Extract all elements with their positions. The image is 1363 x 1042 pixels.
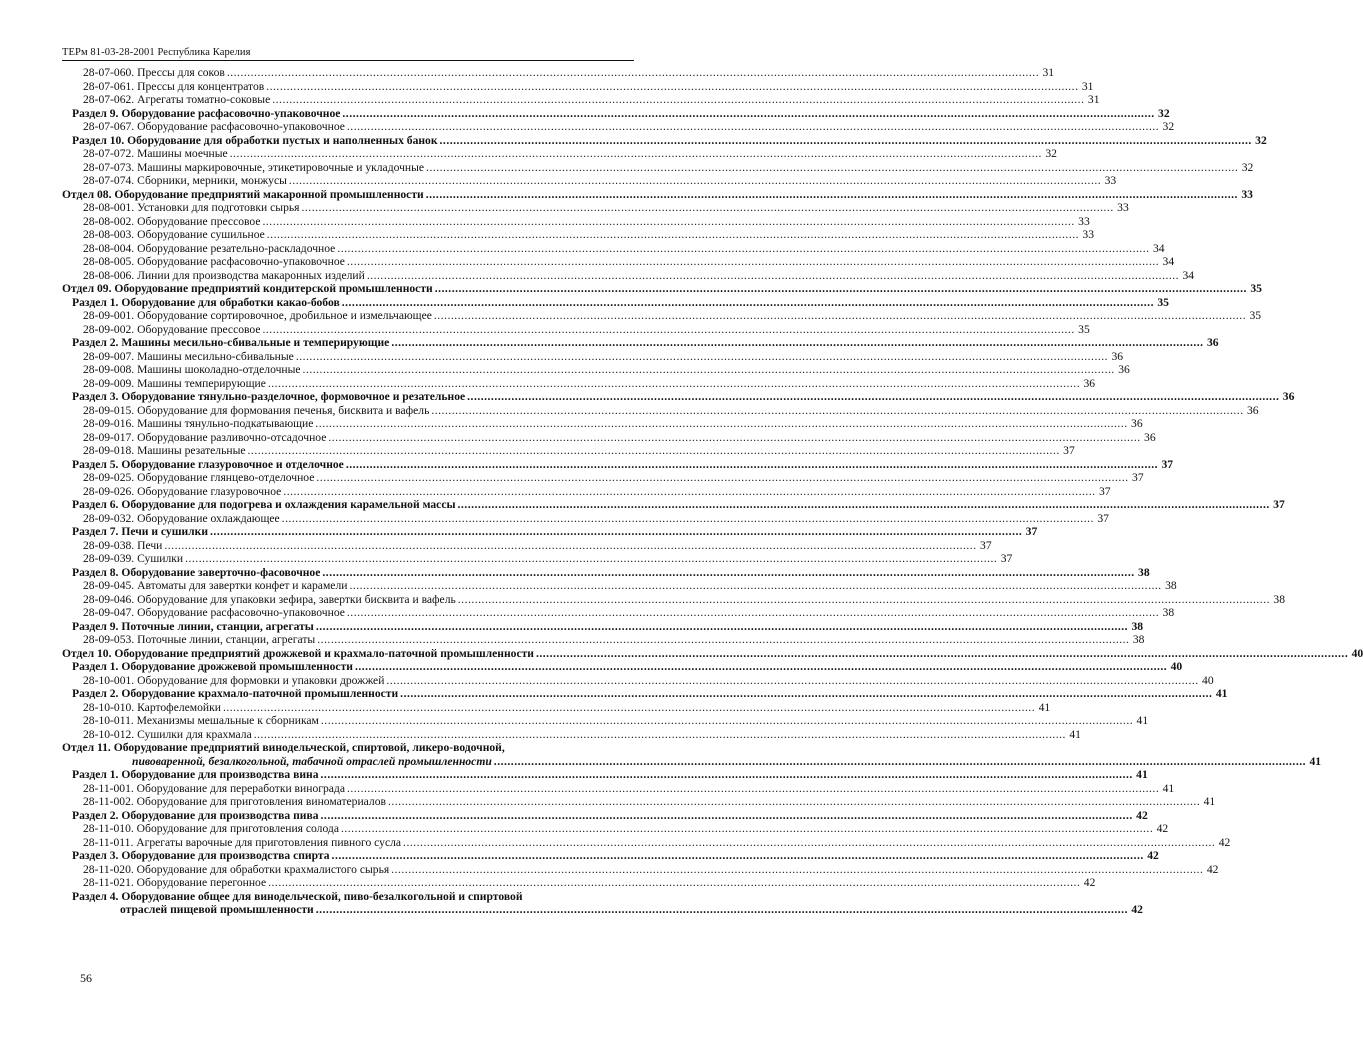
toc-entry-text: Раздел 4. Оборудование общее для винодельческой, пиво-безалкогольной и спиртовой [72, 889, 523, 903]
toc-page-number: 36 [1083, 376, 1096, 390]
toc-page-number: 37 [1025, 525, 1038, 538]
toc-item-entry [62, 376, 1096, 391]
toc-entry-text: 28-08-004. Оборудование резательно-раскладочное [83, 241, 336, 255]
toc-entry-text: Отдел 11. Оборудование предприятий винодельческой, спиртовой, ликеро-водочной, [62, 741, 505, 754]
toc-page-number: 36 [1282, 390, 1295, 403]
toc-entry-text: 28-11-001. Оборудование для переработки винограда [83, 781, 345, 795]
toc-leader-dots [467, 390, 1279, 404]
toc-entry-text: 28-11-021. Оборудование перегонное [83, 876, 267, 889]
toc-page-number: 33 [1082, 228, 1095, 241]
toc-entry-text: Раздел 2. Машины месильно-сбивальные и темперирующие [72, 336, 390, 349]
toc-page-number: 36 [1144, 430, 1156, 444]
toc-leader-dots [347, 782, 1159, 796]
toc-item-entry [62, 66, 1055, 80]
toc-section-entry [62, 133, 1267, 148]
toc-entry-text: 28-11-011. Агрегаты варочные для приготовления пивного сусла [83, 835, 402, 849]
toc-leader-dots [164, 539, 976, 553]
toc-leader-dots [403, 836, 1215, 850]
toc-page-number: 32 [1255, 133, 1267, 147]
toc-entry-text: 28-07-073. Машины маркировочные, этикетировочные и укладочные [83, 160, 425, 174]
toc-page-number: 37 [1000, 552, 1013, 565]
toc-division-entry [62, 187, 1253, 202]
toc-leader-dots [347, 120, 1159, 134]
toc-section-entry [62, 498, 1285, 512]
toc-page-number: 33 [1117, 201, 1129, 214]
toc-entry-text: 28-07-067. Оборудование расфасовочно-упаковочное [83, 120, 345, 133]
toc-entry-text: 28-09-025. Оборудование глянцево-отделочное [83, 471, 315, 484]
toc-page-number: 41 [1038, 700, 1051, 714]
toc-leader-dots [268, 876, 1080, 890]
toc-leader-dots [367, 269, 1179, 283]
toc-page-number: 40 [1170, 660, 1183, 673]
toc-entry-text: 28-09-026. Оборудование глазуровочное [83, 484, 282, 498]
toc-entry-text: Раздел 3. Оборудование тянульно-разделочное, формовочное и резательное [72, 390, 466, 403]
toc-entry-continuation [62, 903, 1143, 917]
toc-leader-dots [342, 296, 1154, 310]
toc-leader-dots [440, 134, 1252, 148]
toc-leader-dots [347, 255, 1159, 269]
toc-entry-text: 28-07-060. Прессы для соков [83, 66, 225, 79]
toc-entry-text: Раздел 8. Оборудование заверточно-фасовочное [72, 565, 321, 579]
page-number: 56 [80, 971, 92, 985]
toc-entry-text: Раздел 1. Оборудование для обработки какао-бобов [72, 295, 340, 309]
toc-page-number: 32 [1162, 120, 1175, 133]
toc-entry-text: 28-07-061. Прессы для концентратов [83, 79, 265, 93]
toc-section-entry [62, 457, 1174, 472]
toc-entry-text: отраслей пищевой промышленности [120, 903, 314, 916]
toc-leader-dots [263, 215, 1075, 229]
toc-entry-text: 28-09-046. Оборудование для упаковки зефира, завертки бисквита и вафель [83, 592, 456, 606]
toc-page-number: 32 [1158, 106, 1170, 120]
toc-leader-dots [230, 147, 1042, 161]
toc-page-number: 42 [1206, 862, 1219, 876]
toc-item-entry [62, 876, 1096, 890]
toc-leader-dots [268, 377, 1080, 391]
toc-section-entry [62, 565, 1150, 580]
toc-entry-text: 28-10-012. Сушилки для крахмала [83, 727, 252, 741]
toc-page-number: 37 [1063, 444, 1075, 457]
toc-leader-dots [337, 242, 1149, 256]
toc-item-entry [62, 511, 1109, 526]
toc-item-entry [62, 835, 1231, 850]
toc-item-entry [62, 120, 1175, 134]
toc-item-entry [62, 322, 1090, 337]
toc-entry-text: 28-09-045. Автоматы для завертки конфет и карамели [83, 579, 348, 592]
toc-entry-text: Раздел 1. Оборудование для производства вина [72, 768, 319, 781]
toc-item-entry [62, 349, 1124, 364]
toc-item-entry [62, 795, 1216, 809]
toc-leader-dots [210, 525, 1022, 539]
toc-page-number: 41 [1136, 768, 1148, 781]
toc-page-number: 37 [1161, 457, 1174, 471]
toc-leader-dots [185, 552, 997, 566]
toc-page-number: 42 [1147, 849, 1159, 862]
toc-leader-dots [332, 849, 1144, 863]
toc-page-number: 35 [1249, 309, 1262, 322]
toc-leader-dots [494, 755, 1306, 769]
toc-item-entry [62, 79, 1094, 94]
toc-item-entry [62, 201, 1129, 215]
toc-entry-text: Раздел 1. Оборудование дрожжевой промышленности [72, 660, 353, 673]
toc-page-number: 40 [1351, 646, 1363, 660]
toc-leader-dots [426, 188, 1238, 202]
toc-division-entry [62, 741, 611, 755]
toc-leader-dots [346, 458, 1158, 472]
toc-item-entry [62, 241, 1165, 256]
toc-leader-dots [431, 404, 1243, 418]
toc-section-entry [62, 336, 1219, 350]
toc-leader-dots [321, 809, 1133, 823]
toc-page-number: 38 [1138, 565, 1150, 579]
toc-entry-text: 28-09-017. Оборудование разливочно-отсадочное [83, 430, 327, 444]
toc-item-entry [62, 417, 1143, 431]
toc-item-entry [62, 93, 1100, 107]
toc-page-number: 42 [1156, 822, 1169, 835]
toc-item-entry [62, 309, 1262, 323]
toc-leader-dots [315, 417, 1127, 431]
header-rule [62, 60, 634, 61]
toc-section-entry [62, 768, 1148, 782]
toc-leader-dots [328, 431, 1140, 445]
toc-item-entry [62, 444, 1075, 458]
toc-item-entry [62, 714, 1149, 728]
toc-page-number: 37 [1098, 484, 1111, 498]
toc-entry-text: 28-09-015. Оборудование для формования печенья, бисквита и вафель [83, 403, 430, 417]
toc-entry-text: 28-09-047. Оборудование расфасовочно-упаковочное [83, 606, 345, 619]
toc-entry-text: 28-08-002. Оборудование прессовое [83, 214, 261, 228]
toc-item-entry [62, 160, 1254, 175]
toc-leader-dots [536, 647, 1348, 661]
toc-leader-dots [458, 498, 1270, 512]
toc-page-number: 42 [1083, 876, 1096, 889]
toc-section-entry [62, 619, 1144, 634]
toc-leader-dots [391, 336, 1203, 350]
toc-section-entry [62, 849, 1159, 863]
toc-page-number: 41 [1215, 687, 1228, 700]
toc-page-number: 41 [1162, 781, 1175, 795]
toc-item-entry [62, 606, 1175, 620]
toc-page-number: 34 [1162, 255, 1175, 268]
toc-leader-dots [263, 323, 1075, 337]
toc-page-number: 38 [1165, 579, 1177, 592]
toc-entry-text: 28-08-006. Линии для производства макаронных изделий [83, 268, 365, 282]
toc-page-number: 42 [1136, 808, 1148, 822]
toc-entry-text: 28-09-018. Машины резательные [83, 444, 246, 457]
toc-leader-dots [317, 633, 1129, 647]
toc-entry-text: 28-10-001. Оборудование для формовки и упаковки дрожжей [83, 673, 385, 687]
toc-entry-text: 28-11-002. Оборудование для приготовления виноматериалов [83, 795, 386, 808]
toc-page-number: 37 [980, 538, 992, 552]
toc-page-number: 38 [1132, 633, 1145, 646]
toc-entry-text: 28-09-038. Печи [83, 538, 163, 552]
toc-leader-dots [434, 309, 1246, 323]
toc-leader-dots [248, 444, 1060, 458]
toc-page-number: 32 [1045, 147, 1057, 160]
toc-leader-dots [316, 471, 1128, 485]
toc-item-entry [62, 592, 1285, 607]
toc-page-number: 42 [1218, 835, 1231, 849]
toc-page-number: 36 [1118, 363, 1130, 376]
toc-entry-text: 28-09-007. Машины месильно-сбивальные [83, 349, 294, 363]
toc-page-number: 41 [1309, 754, 1322, 768]
toc-item-entry [62, 552, 1013, 566]
toc-item-entry [62, 538, 992, 553]
toc-leader-dots [272, 93, 1084, 107]
toc-entry-text: Раздел 6. Оборудование для подогрева и охлаждения карамельной массы [72, 498, 456, 511]
toc-leader-dots [302, 201, 1114, 215]
toc-entry-text: 28-09-053. Поточные линии, станции, агрегаты [83, 633, 316, 646]
toc-item-entry [62, 471, 1144, 485]
toc-page-number: 41 [1136, 714, 1149, 727]
toc-entry-text: Раздел 9. Поточные линии, станции, агрегаты [72, 619, 314, 633]
toc-entry-text: 28-09-039. Сушилки [83, 552, 184, 565]
toc-leader-dots [223, 701, 1035, 715]
toc-page-number: 40 [1202, 673, 1214, 687]
toc-entry-text: 28-09-032. Оборудование охлаждающее [83, 511, 280, 525]
toc-leader-dots [321, 714, 1133, 728]
toc-leader-dots [227, 66, 1039, 80]
toc-entry-text: пивоваренной, безалкогольной, табачной отраслей промышленности [132, 754, 492, 768]
toc-page-number: 36 [1111, 349, 1124, 363]
toc-item-entry [62, 363, 1130, 377]
toc-entry-text: 28-08-003. Оборудование сушильное [83, 228, 265, 241]
toc-page-number: 38 [1162, 606, 1175, 619]
toc-page-number: 34 [1152, 241, 1165, 255]
toc-page-number: 37 [1132, 471, 1144, 484]
table-of-contents [62, 66, 1363, 917]
toc-entry-text: 28-08-005. Оборудование расфасовочно-упаковочное [83, 255, 345, 268]
toc-section-entry [62, 660, 1183, 674]
toc-item-entry [62, 268, 1195, 283]
toc-leader-dots [347, 606, 1159, 620]
toc-division-entry [62, 646, 1363, 661]
toc-page-number: 32 [1241, 160, 1254, 174]
toc-item-entry [62, 484, 1111, 499]
toc-leader-dots [322, 566, 1134, 580]
toc-section-entry [62, 106, 1170, 121]
toc-item-entry [62, 673, 1214, 688]
toc-leader-dots [266, 80, 1078, 94]
toc-entry-text: 28-09-001. Оборудование сортировочное, дробильное и измельчающее [83, 309, 432, 322]
toc-leader-dots [435, 282, 1247, 296]
toc-entry-text: 28-09-002. Оборудование прессовое [83, 322, 261, 336]
toc-item-entry [62, 579, 1177, 593]
toc-division-entry [62, 282, 1262, 296]
toc-entry-text: 28-11-020. Оборудование для обработки крахмалистого сырья [83, 862, 390, 876]
toc-entry-text: 28-07-074. Сборники, мерники, монжусы [83, 174, 287, 187]
toc-leader-dots [341, 822, 1153, 836]
toc-entry-text: 28-07-062. Агрегаты томатно-соковые [83, 93, 271, 106]
toc-leader-dots [316, 903, 1128, 917]
toc-item-entry [62, 255, 1175, 269]
toc-item-entry [62, 174, 1117, 188]
toc-entry-text: Отдел 09. Оборудование предприятий кондитерской промышленности [62, 282, 433, 295]
toc-leader-dots [349, 579, 1161, 593]
toc-entry-text: Раздел 2. Оборудование крахмало-паточной промышленности [72, 687, 399, 700]
toc-item-entry [62, 781, 1175, 796]
toc-page-number: 34 [1182, 268, 1195, 282]
toc-leader-dots [303, 363, 1115, 377]
toc-entry-text: 28-07-072. Машины моечные [83, 147, 228, 160]
toc-leader-dots [321, 768, 1133, 782]
toc-entry-text: 28-10-011. Механизмы мешальные к сборникам [83, 714, 319, 727]
toc-item-entry [62, 727, 1081, 742]
toc-page-number: 36 [1206, 336, 1219, 349]
toc-entry-text: 28-09-009. Машины темперирующие [83, 376, 266, 390]
toc-item-entry [62, 822, 1169, 836]
toc-entry-text: 28-09-008. Машины шоколадно-отделочные [83, 363, 301, 376]
toc-section-entry [62, 525, 1038, 539]
toc-entry-text: Отдел 08. Оборудование предприятий макаронной промышленности [62, 187, 424, 201]
toc-entry-text: Раздел 9. Оборудование расфасовочно-упаковочное [72, 106, 341, 120]
toc-leader-dots [426, 161, 1238, 175]
toc-section-entry [62, 808, 1148, 823]
toc-leader-dots [282, 512, 1094, 526]
toc-leader-dots [342, 107, 1154, 121]
toc-leader-dots [283, 485, 1095, 499]
toc-leader-dots [254, 728, 1066, 742]
toc-section-entry [62, 295, 1169, 310]
toc-item-entry [62, 862, 1219, 877]
toc-leader-dots [391, 863, 1203, 877]
toc-page-number: 31 [1042, 66, 1055, 79]
toc-page-number: 38 [1131, 619, 1144, 633]
toc-page-number: 42 [1131, 903, 1143, 916]
toc-item-entry [62, 147, 1057, 161]
toc-entry-text: Отдел 10. Оборудование предприятий дрожжевой и крахмало-паточной промышленности [62, 646, 534, 660]
toc-page-number: 33 [1078, 214, 1090, 228]
toc-page-number: 31 [1087, 93, 1100, 106]
toc-page-number: 41 [1203, 795, 1216, 808]
toc-item-entry [62, 403, 1259, 418]
toc-leader-dots [296, 350, 1108, 364]
toc-entry-text: Раздел 2. Оборудование для производства пива [72, 808, 319, 822]
toc-section-entry [62, 890, 611, 904]
toc-entry-text: 28-11-010. Оборудование для приготовления солода [83, 822, 339, 835]
toc-entry-text: 28-10-010. Картофелемойки [83, 700, 221, 714]
toc-entry-continuation [62, 754, 1322, 769]
toc-item-entry [62, 228, 1095, 242]
toc-leader-dots [289, 174, 1101, 188]
toc-entry-text: Раздел 7. Печи и сушилки [72, 525, 209, 538]
toc-section-entry [62, 687, 1228, 701]
toc-leader-dots [388, 795, 1200, 809]
toc-entry-text: Раздел 5. Оборудование глазуровочное и отделочное [72, 457, 344, 471]
toc-page-number: 38 [1273, 592, 1285, 606]
toc-leader-dots [386, 674, 1198, 688]
toc-entry-text: 28-09-016. Машины тянульно-подкатывающие [83, 417, 314, 430]
toc-page-number: 35 [1157, 295, 1169, 309]
toc-item-entry [62, 430, 1156, 445]
running-header: ТЕРм 81-03-28-2001 Республика Карелия [62, 47, 251, 58]
toc-leader-dots [458, 593, 1270, 607]
toc-item-entry [62, 700, 1051, 715]
toc-page-number: 35 [1078, 322, 1090, 336]
toc-page-number: 31 [1081, 79, 1094, 93]
toc-page-number: 41 [1069, 727, 1081, 741]
toc-leader-dots [355, 660, 1167, 674]
toc-page-number: 33 [1241, 187, 1253, 201]
toc-page-number: 36 [1247, 403, 1259, 417]
toc-leader-dots [267, 228, 1079, 242]
toc-leader-dots [400, 687, 1212, 701]
toc-page-number: 36 [1131, 417, 1143, 430]
toc-page-number: 37 [1097, 511, 1109, 525]
toc-entry-text: Раздел 3. Оборудование для производства спирта [72, 849, 330, 862]
toc-page-number: 37 [1273, 498, 1285, 511]
toc-section-entry [62, 390, 1295, 404]
toc-entry-text: Раздел 10. Оборудование для обработки пустых и наполненных банок [72, 133, 438, 147]
toc-item-entry [62, 633, 1145, 647]
toc-item-entry [62, 214, 1090, 229]
toc-page-number: 33 [1104, 174, 1117, 187]
toc-page-number: 35 [1250, 282, 1262, 295]
toc-leader-dots [316, 620, 1128, 634]
toc-entry-text: 28-08-001. Установки для подготовки сырья [83, 201, 300, 214]
